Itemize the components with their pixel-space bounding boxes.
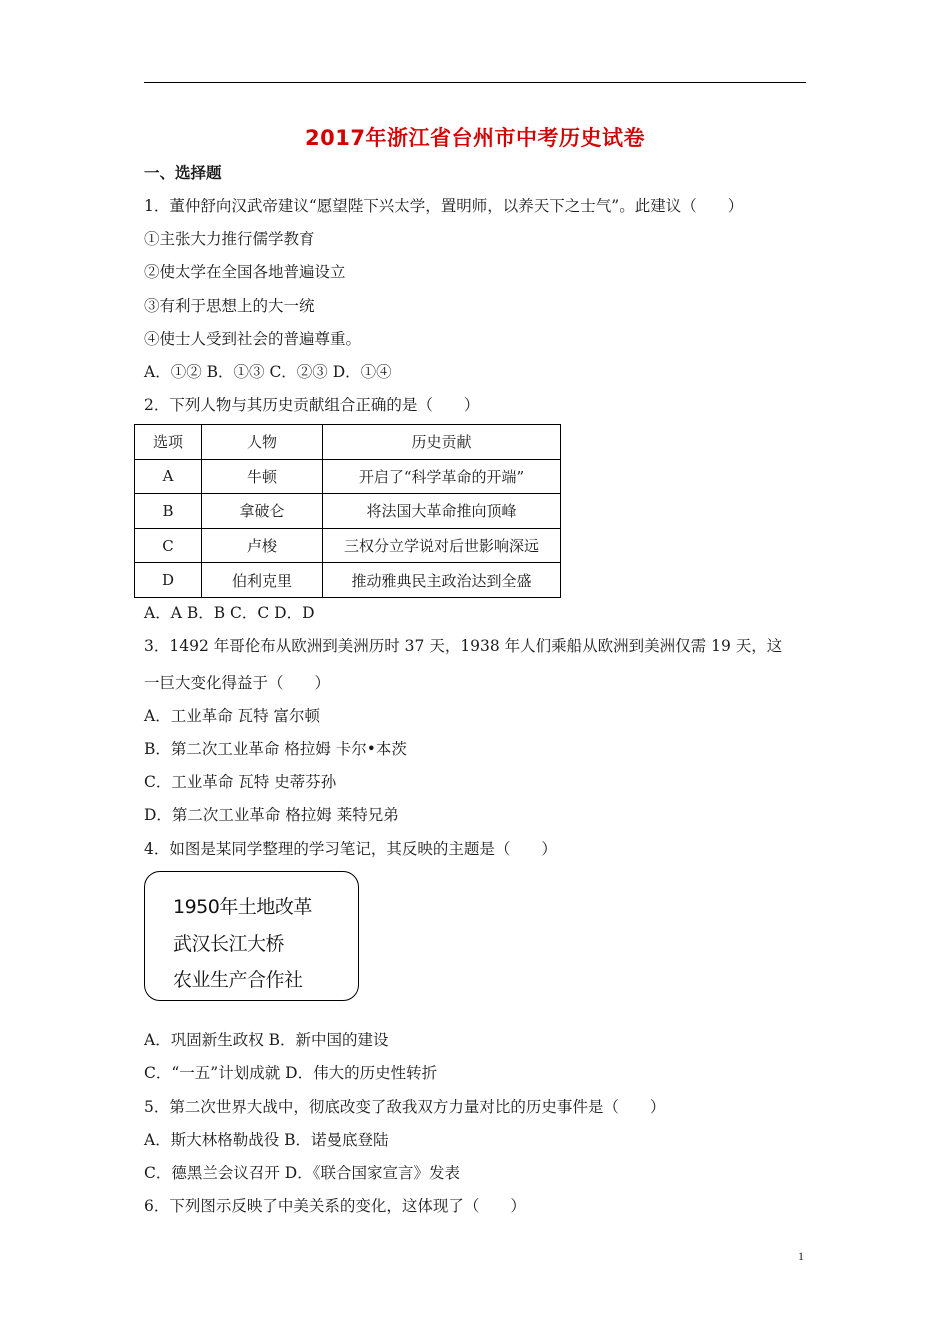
q3-stem-line2: 一巨大变化得益于（ ） <box>144 674 331 692</box>
table-row <box>135 528 561 563</box>
table-cell: 三权分立学说对后世影响深远 <box>323 528 561 563</box>
q3-stem-line1: 3．1492 年哥伦布从欧洲到美洲历时 37 天，1938 年人们乘船从欧洲到美洲仅需 19 天，这 <box>144 637 783 655</box>
table-cell: 拿破仑 <box>202 494 323 529</box>
q3-option-a: A．工业革命 瓦特 富尔顿 <box>144 707 321 725</box>
table-cell: B <box>135 494 202 529</box>
table-row <box>135 563 561 598</box>
q3-option-b: B．第二次工业革命 格拉姆 卡尔•本茨 <box>144 740 407 758</box>
table-cell: A <box>135 459 202 494</box>
table-cell: 推动雅典民主政治达到全盛 <box>323 563 561 598</box>
table-cell: 伯利克里 <box>202 563 323 598</box>
table-cell: 将法国大革命推向顶峰 <box>323 494 561 529</box>
header-rule <box>144 82 806 83</box>
study-note-box <box>144 871 359 1001</box>
q4-options-line1: A．巩固新生政权 B．新中国的建设 <box>144 1031 389 1049</box>
page-title: 2017年浙江省台州市中考历史试卷 <box>305 126 645 150</box>
note-line-1: 1950年土地改革 <box>173 896 312 918</box>
q1-stem: 1．董仲舒向汉武帝建议“愿望陛下兴太学，置明师，以养天下之士气”。此建议（ ） <box>144 197 744 215</box>
table-cell: C <box>135 528 202 563</box>
q4-options-line2: C．“一五”计划成就 D．伟大的历史性转折 <box>144 1064 438 1082</box>
table-row <box>135 494 561 529</box>
q1-item-4: ④使士人受到社会的普遍尊重。 <box>144 330 362 348</box>
page-number: 1 <box>798 1249 804 1263</box>
table-header: 历史贡献 <box>323 425 561 460</box>
table-row <box>135 459 561 494</box>
note-line-3: 农业生产合作社 <box>173 969 303 991</box>
q3-option-d: D．第二次工业革命 格拉姆 莱特兄弟 <box>144 806 399 824</box>
q5-stem: 5．第二次世界大战中，彻底改变了敌我双方力量对比的历史事件是（ ） <box>144 1098 666 1116</box>
q1-item-1: ①主张大力推行儒学教育 <box>144 230 315 248</box>
q4-stem: 4．如图是某同学整理的学习笔记，其反映的主题是（ ） <box>144 840 557 858</box>
table-cell: D <box>135 563 202 598</box>
table-header: 选项 <box>135 425 202 460</box>
q1-item-2: ②使太学在全国各地普遍设立 <box>144 263 346 281</box>
table-header: 人物 <box>202 425 323 460</box>
table-cell: 卢梭 <box>202 528 323 563</box>
table-header-row <box>135 425 561 460</box>
q5-options-line2: C．德黑兰会议召开 D．《联合国家宣言》发表 <box>144 1164 460 1182</box>
note-line-2: 武汉长江大桥 <box>173 933 285 955</box>
q3-option-c: C．工业革命 瓦特 史蒂芬孙 <box>144 773 337 791</box>
q5-options-line1: A．斯大林格勒战役 B．诺曼底登陆 <box>144 1131 389 1149</box>
q6-stem: 6．下列图示反映了中美关系的变化，这体现了（ ） <box>144 1197 526 1215</box>
table-cell: 开启了“科学革命的开端” <box>323 459 561 494</box>
section-heading: 一、选择题 <box>144 164 222 182</box>
q1-item-3: ③有利于思想上的大一统 <box>144 297 315 315</box>
q2-stem: 2．下列人物与其历史贡献组合正确的是（ ） <box>144 396 480 414</box>
q1-options: A．①② B．①③ C．②③ D．①④ <box>144 363 392 381</box>
q2-options: A．A B．B C．C D．D <box>144 604 315 622</box>
q2-table <box>134 424 561 598</box>
table-cell: 牛顿 <box>202 459 323 494</box>
